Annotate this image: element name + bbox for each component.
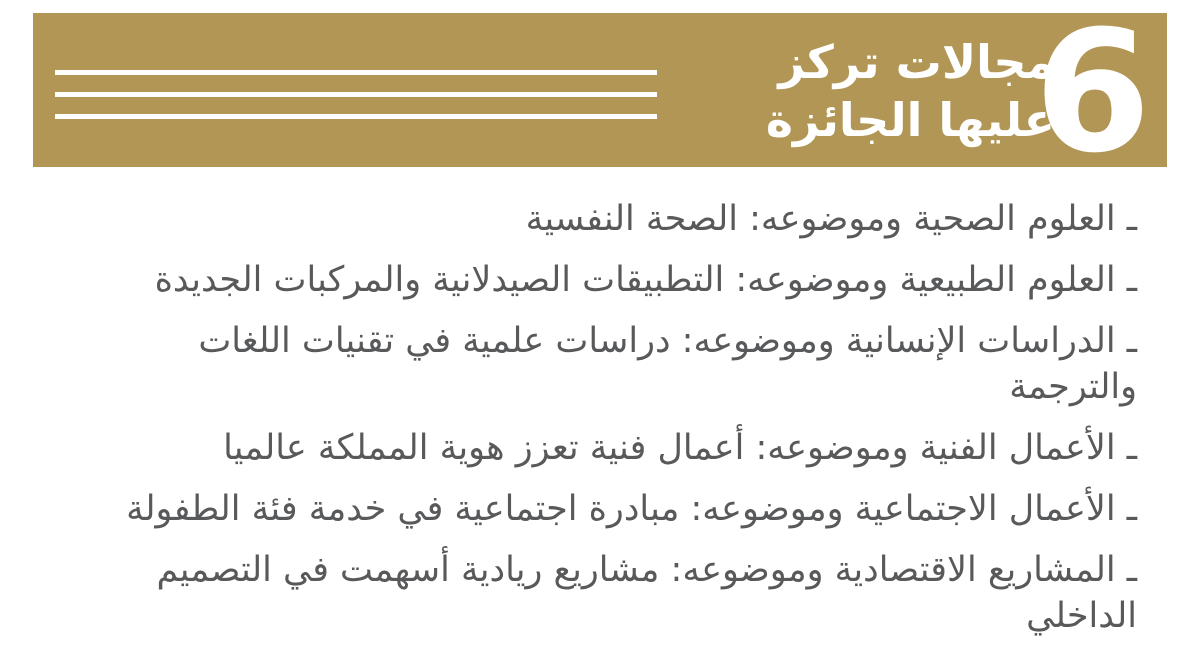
list-item-text-wrap: الداخلي xyxy=(1026,596,1137,636)
list-item-artistic-works xyxy=(40,425,1137,471)
focus-areas-list xyxy=(40,196,1137,654)
list-item-natural-sciences xyxy=(40,257,1137,303)
list-item-text: ـ الأعمال الفنية وموضوعه: أعمال فنية تعزز هوية المملكة عالميا xyxy=(223,428,1137,468)
banner-title-line1: مجالات تركز xyxy=(778,35,1055,89)
decorative-rule-1 xyxy=(55,70,657,75)
list-item-humanities xyxy=(40,318,1137,410)
list-item-text: ـ المشاريع الاقتصادية وموضوعه: مشاريع ريادية أسهمت في التصميم xyxy=(156,550,1137,590)
list-item-social-works xyxy=(40,486,1137,532)
list-item-text: ـ الدراسات الإنسانية وموضوعه: دراسات علمية في تقنيات اللغات xyxy=(198,321,1137,361)
list-item-text-wrap: والترجمة xyxy=(1009,367,1137,407)
decorative-rule-2 xyxy=(55,92,657,97)
banner-title-line2: عليها الجائزة xyxy=(765,93,1055,147)
list-item-text: ـ الأعمال الاجتماعية وموضوعه: مبادرة اجتماعية في خدمة فئة الطفولة xyxy=(126,489,1137,529)
focus-areas-count: 6 xyxy=(1034,0,1147,190)
list-item-text: ـ العلوم الصحية وموضوعه: الصحة النفسية xyxy=(525,199,1137,239)
list-item-text: ـ العلوم الطبيعية وموضوعه: التطبيقات الصيدلانية والمركبات الجديدة xyxy=(154,260,1137,300)
list-item-health-sciences xyxy=(40,196,1137,242)
decorative-rule-3 xyxy=(55,114,657,119)
banner-title xyxy=(766,33,1055,149)
header-banner xyxy=(33,0,1167,190)
list-item-economic-projects xyxy=(40,547,1137,639)
